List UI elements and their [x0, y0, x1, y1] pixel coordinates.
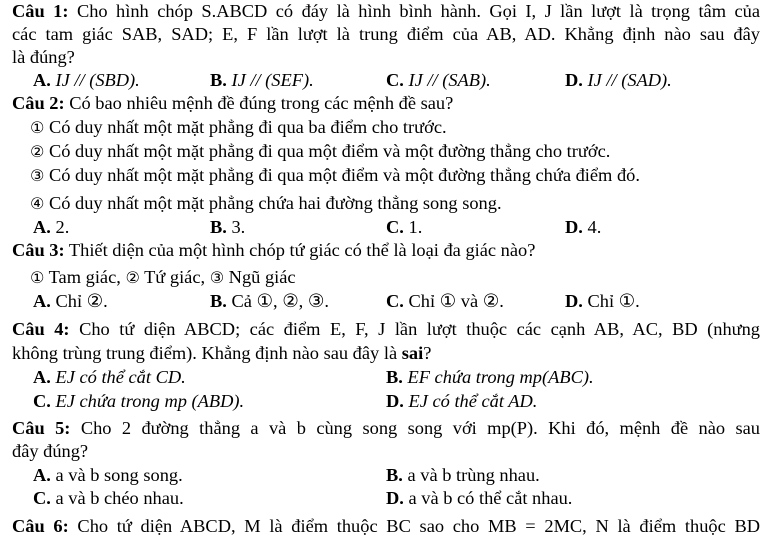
q1-text-line-2: các tam giác SAB, SAD; E, F lần lượt là trung điểm của AB, AD. Khẳng định nào sau đây — [12, 24, 760, 44]
q1-label: Câu 1: — [12, 1, 69, 21]
q5-label: Câu 5: — [12, 418, 71, 438]
q4-text-line-1: Cho tứ diện ABCD; các điểm E, F, J lần lượt thuộc các cạnh AB, AC, BD (nhưng — [79, 319, 761, 339]
q3-option-a[interactable]: A. Chỉ ②. — [33, 291, 108, 311]
q1-text-line-3: là đúng? — [12, 47, 75, 67]
q5-option-b[interactable]: B. a và b trùng nhau. — [386, 465, 540, 485]
q2-option-b[interactable]: B. 3. — [210, 217, 246, 237]
q1-line-2 — [12, 23, 760, 45]
q5-option-c[interactable]: C. a và b chéo nhau. — [33, 488, 184, 508]
q2-option-d[interactable]: D. 4. — [565, 217, 602, 237]
q5-text-line-2: đây đúng? — [12, 441, 89, 461]
q3-label: Câu 3: — [12, 240, 65, 260]
q2-statement-1: ① Có duy nhất một mặt phẳng đi qua ba điểm cho trước. — [30, 117, 447, 137]
q4-line-2: không trùng trung điểm). Khẳng định nào sau đây là sai? — [12, 343, 432, 363]
q6-label: Câu 6: — [12, 516, 69, 536]
q1-text-line-1: Cho hình chóp S.ABCD có đáy là hình bình hành. Gọi I, J lần lượt là trọng tâm của — [76, 1, 760, 21]
q2-option-a[interactable]: A. 2. — [33, 217, 70, 237]
q1-option-c[interactable]: C. IJ // (SAB). — [386, 70, 491, 90]
q1-option-b[interactable]: B. IJ // (SEF). — [210, 70, 314, 90]
q4-option-b[interactable]: B. EF chứa trong mp(ABC). — [386, 367, 594, 387]
q3-option-d[interactable]: D. Chỉ ①. — [565, 291, 640, 311]
q2-statement-4: ④ Có duy nhất một mặt phẳng chứa hai đường thẳng song song. — [30, 193, 502, 213]
q3-option-c[interactable]: C. Chỉ ① và ②. — [386, 291, 504, 311]
q1-option-a[interactable]: A. IJ // (SBD). — [33, 70, 140, 90]
q4-option-c[interactable]: C. EJ chứa trong mp (ABD). — [33, 391, 245, 411]
q5-option-a[interactable]: A. a và b song song. — [33, 465, 183, 485]
q1-option-d[interactable]: D. IJ // (SAD). — [565, 70, 672, 90]
q2-label: Câu 2: — [12, 93, 65, 113]
q4-emphasis: sai — [401, 343, 424, 363]
q2-text: Có bao nhiêu mệnh đề đúng trong các mệnh đề sau? — [69, 93, 454, 113]
q2-option-c[interactable]: C. 1. — [386, 217, 423, 237]
q4-option-d[interactable]: D. EJ có thể cắt AD. — [386, 391, 538, 411]
q5-line-2 — [12, 440, 760, 462]
q5-line-1 — [12, 417, 760, 439]
q4-line-1 — [12, 318, 760, 340]
q2-line-1 — [12, 92, 760, 114]
q1-line-1 — [12, 0, 760, 22]
q3-option-b[interactable]: B. Cả ①, ②, ③. — [210, 291, 329, 311]
q2-statement-3: ③ Có duy nhất một mặt phẳng đi qua một điểm và một đường thẳng chứa điểm đó. — [30, 165, 640, 185]
q6-line-1 — [12, 515, 760, 537]
q3-text: Thiết diện của một hình chóp tứ giác có thể là loại đa giác nào? — [68, 240, 536, 260]
q6-text-line-1: Cho tứ diện ABCD, M là điểm thuộc BC sao cho MB = 2MC, N là điểm thuộc BD — [77, 516, 760, 536]
q3-line-1 — [12, 239, 760, 261]
q4-label: Câu 4: — [12, 319, 70, 339]
q3-items: ① Tam giác, ② Tứ giác, ③ Ngũ giác — [30, 267, 296, 287]
q1-line-3 — [12, 46, 760, 68]
q5-option-d[interactable]: D. a và b có thể cắt nhau. — [386, 488, 573, 508]
q4-option-a[interactable]: A. EJ có thể cắt CD. — [33, 367, 186, 387]
q5-text-line-1: Cho 2 đường thẳng a và b cùng song song với mp(P). Khi đó, mệnh đề nào sau — [80, 418, 760, 438]
q2-statement-2: ② Có duy nhất một mặt phẳng đi qua một điểm và một đường thẳng cho trước. — [30, 141, 611, 161]
